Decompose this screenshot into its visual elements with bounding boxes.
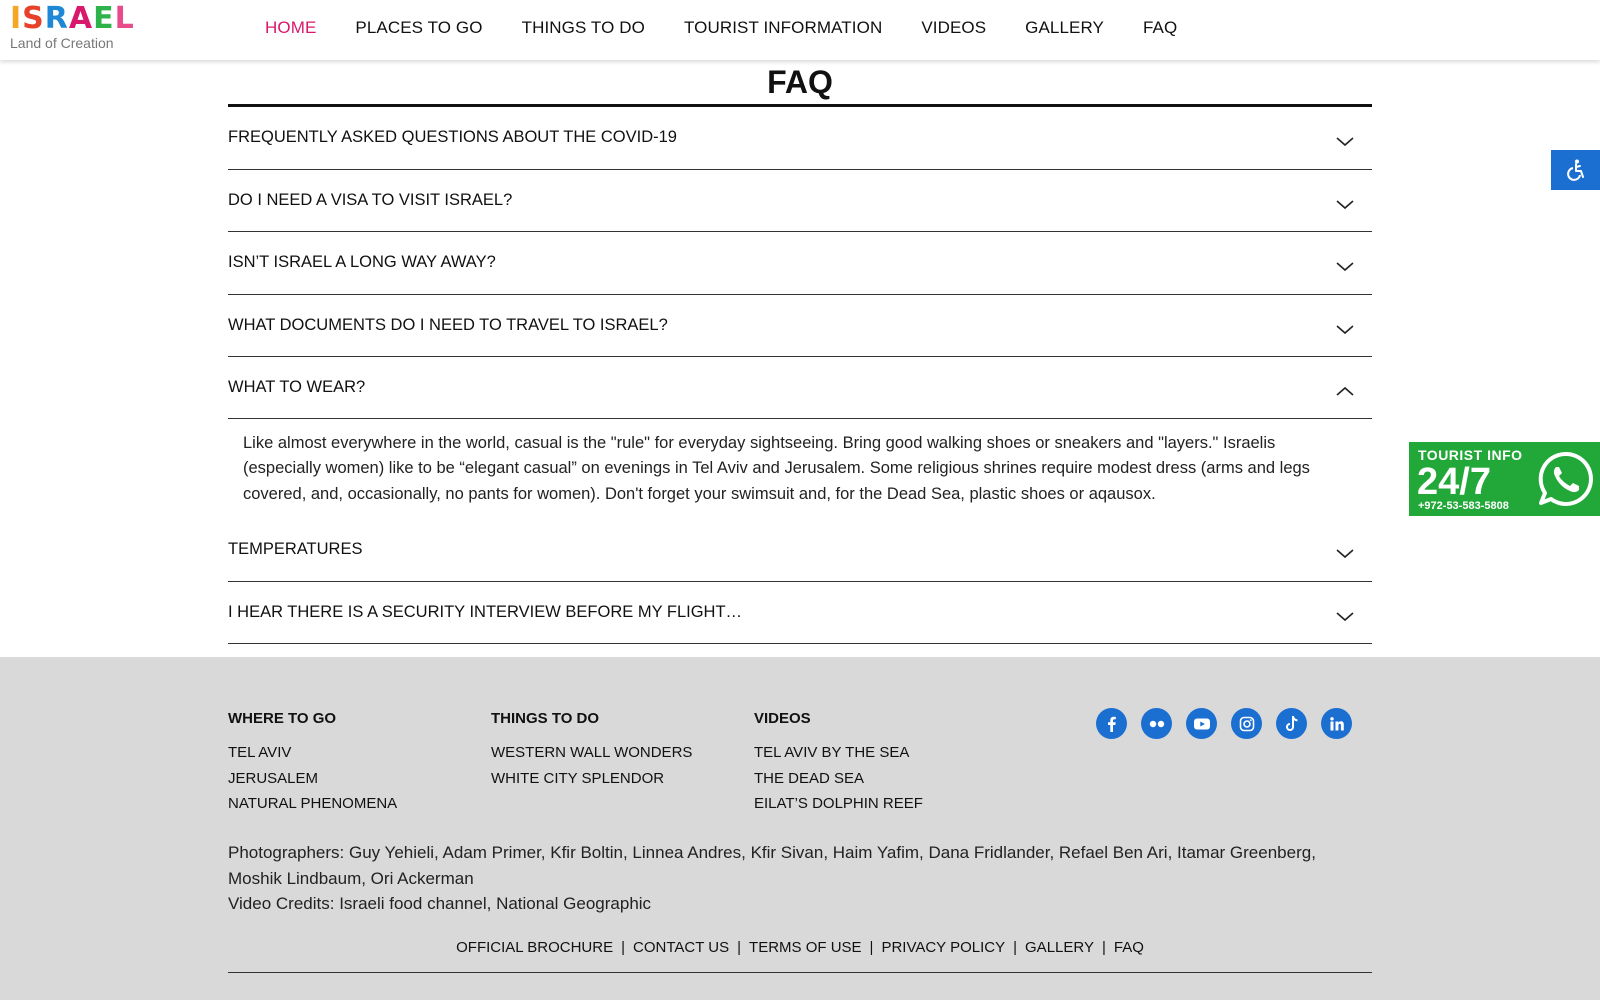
footer-col-videos — [754, 710, 923, 817]
logo-tagline: Land of Creation — [10, 35, 114, 51]
link-separator: | — [737, 939, 742, 956]
footer-link[interactable]: WESTERN WALL WONDERS — [491, 744, 693, 761]
link-separator: | — [1101, 939, 1106, 956]
linkedin-icon[interactable] — [1321, 708, 1352, 739]
faq-question-text: DO I NEED A VISA TO VISIT ISRAEL? — [228, 190, 513, 209]
faq-item-what-to-wear[interactable] — [228, 357, 1372, 519]
link-separator: | — [1013, 939, 1018, 956]
tourist-info-label: TOURIST INFO — [1418, 447, 1523, 463]
faq-answer: Like almost everywhere in the world, casual is the "rule" for everyday sightseeing. Bring good walking shoes or sneakers and "layers." Israelis (especially women) like to be “elegant casual” on evenings in Tel Aviv and Jerusalem. Some religious shrines require modest dress (arms and legs covered, and, occasionally, no pants for women). Don't forget your swimsuit and, for the Dead Sea, plastic shoes or aqausox. — [243, 433, 1310, 503]
footer-col-title: THINGS TO DO — [491, 710, 600, 727]
chevron-down-icon[interactable] — [1334, 318, 1356, 340]
nav-tourist-information[interactable]: TOURIST INFORMATION — [683, 18, 883, 37]
nav-home[interactable]: HOME — [265, 18, 317, 37]
footer-link[interactable]: WHITE CITY SPLENDOR — [491, 769, 665, 787]
facebook-icon[interactable] — [1096, 708, 1127, 739]
faq-question-text: FREQUENTLY ASKED QUESTIONS ABOUT THE COVID-19 — [228, 128, 677, 147]
nav-gallery[interactable]: GALLERY — [1025, 18, 1104, 37]
footer-link-official-brochure[interactable]: OFFICIAL BROCHURE — [456, 939, 614, 956]
page-title: FAQ — [767, 64, 833, 100]
whatsapp-icon — [1536, 450, 1594, 508]
chevron-down-icon[interactable] — [1334, 193, 1356, 215]
social-links — [1096, 708, 1352, 739]
footer-divider — [228, 972, 1372, 973]
tourist-info-whatsapp[interactable] — [1409, 442, 1600, 516]
chevron-up-icon[interactable] — [1334, 380, 1356, 402]
faq-question[interactable] — [228, 232, 1372, 294]
faq-item-temperatures[interactable] — [228, 519, 1372, 582]
footer-credits — [228, 840, 1372, 917]
footer-col-title: VIDEOS — [754, 710, 811, 727]
faq-question[interactable] — [228, 170, 1372, 232]
photographers-credit: Photographers: Guy Yehieli, Adam Primer, Kfir Boltin, Linnea Andres, Kfir Sivan, Haim Yafim, Dana Fridlander, Refael Ben Ari, Itamar Greenberg, Moshik Lindbaum, Ori Ackerman — [228, 843, 1316, 888]
faq-question-text: WHAT DOCUMENTS DO I NEED TO TRAVEL TO ISRAEL? — [228, 315, 668, 334]
footer-link[interactable]: EILAT’S DOLPHIN REEF — [754, 795, 923, 812]
faq-question[interactable] — [228, 107, 1372, 169]
faq-question[interactable] — [228, 295, 1372, 357]
nav-places-to-go[interactable]: PLACES TO GO — [355, 18, 483, 37]
footer-link[interactable]: TEL AVIV — [228, 744, 292, 761]
link-separator: | — [869, 939, 874, 956]
footer-col-where-to-go — [228, 710, 397, 817]
logo-letter: A — [68, 1, 93, 36]
accessibility-button[interactable] — [1551, 150, 1600, 190]
faq-item-covid[interactable] — [228, 107, 1372, 170]
faq-question[interactable] — [228, 357, 1372, 419]
footer-col-things-to-do — [491, 710, 692, 791]
faq-question[interactable] — [228, 582, 1372, 644]
faq-section — [228, 60, 1372, 644]
footer-link-privacy-policy[interactable]: PRIVACY POLICY — [881, 939, 1006, 956]
nav-videos[interactable]: VIDEOS — [921, 18, 987, 37]
tourist-info-phone: +972-53-583-5808 — [1418, 500, 1509, 512]
video-credits: Video Credits: Israeli food channel, National Geographic — [228, 894, 652, 913]
logo-letter: R — [44, 1, 68, 36]
wheelchair-icon — [1564, 158, 1588, 182]
main-nav — [265, 18, 1216, 38]
faq-item-documents[interactable] — [228, 295, 1372, 358]
nav-things-to-do[interactable]: THINGS TO DO — [521, 18, 645, 37]
instagram-icon[interactable] — [1231, 708, 1262, 739]
faq-question[interactable] — [228, 519, 1372, 581]
tiktok-icon[interactable] — [1276, 708, 1307, 739]
logo-letter: I — [10, 1, 22, 36]
footer-link-terms-of-use[interactable]: TERMS OF USE — [749, 939, 862, 956]
chevron-down-icon[interactable] — [1334, 130, 1356, 152]
logo-letter: S — [22, 1, 44, 36]
footer-link[interactable]: JERUSALEM — [228, 769, 319, 787]
chevron-down-icon[interactable] — [1334, 605, 1356, 627]
tourist-info-hours: 24/7 — [1417, 461, 1491, 503]
logo-letter: E — [93, 1, 114, 36]
chevron-down-icon[interactable] — [1334, 542, 1356, 564]
footer-link[interactable]: TEL AVIV BY THE SEA — [754, 744, 910, 761]
footer-link[interactable]: NATURAL PHENOMENA — [228, 795, 398, 812]
footer-link-faq[interactable]: FAQ — [1113, 939, 1144, 956]
footer-col-title: WHERE TO GO — [228, 710, 337, 727]
footer-link[interactable]: THE DEAD SEA — [754, 769, 865, 787]
logo-letter: L — [114, 1, 134, 36]
faq-item-security[interactable] — [228, 582, 1372, 645]
site-header — [0, 0, 1600, 60]
faq-item-visa[interactable] — [228, 170, 1372, 233]
faq-question-text: I HEAR THERE IS A SECURITY INTERVIEW BEFORE MY FLIGHT… — [228, 602, 743, 621]
logo-wordmark — [10, 1, 150, 36]
chevron-down-icon[interactable] — [1334, 255, 1356, 277]
link-separator: | — [621, 939, 625, 956]
flickr-icon[interactable] — [1141, 708, 1172, 739]
footer-link-gallery[interactable]: GALLERY — [1025, 939, 1094, 956]
nav-faq[interactable]: FAQ — [1143, 18, 1178, 37]
footer-inner — [228, 657, 1372, 1000]
faq-question-text: ISN’T ISRAEL A LONG WAY AWAY? — [228, 253, 496, 272]
footer-link-contact-us[interactable]: CONTACT US — [633, 939, 730, 956]
footer-bottom-links — [228, 939, 1372, 956]
faq-item-long-way[interactable] — [228, 232, 1372, 295]
faq-question-text: WHAT TO WEAR? — [228, 377, 366, 396]
youtube-icon[interactable] — [1186, 708, 1217, 739]
israel-logo[interactable] — [10, 1, 150, 54]
site-footer — [0, 657, 1600, 1000]
faq-question-text: TEMPERATURES — [228, 540, 363, 559]
